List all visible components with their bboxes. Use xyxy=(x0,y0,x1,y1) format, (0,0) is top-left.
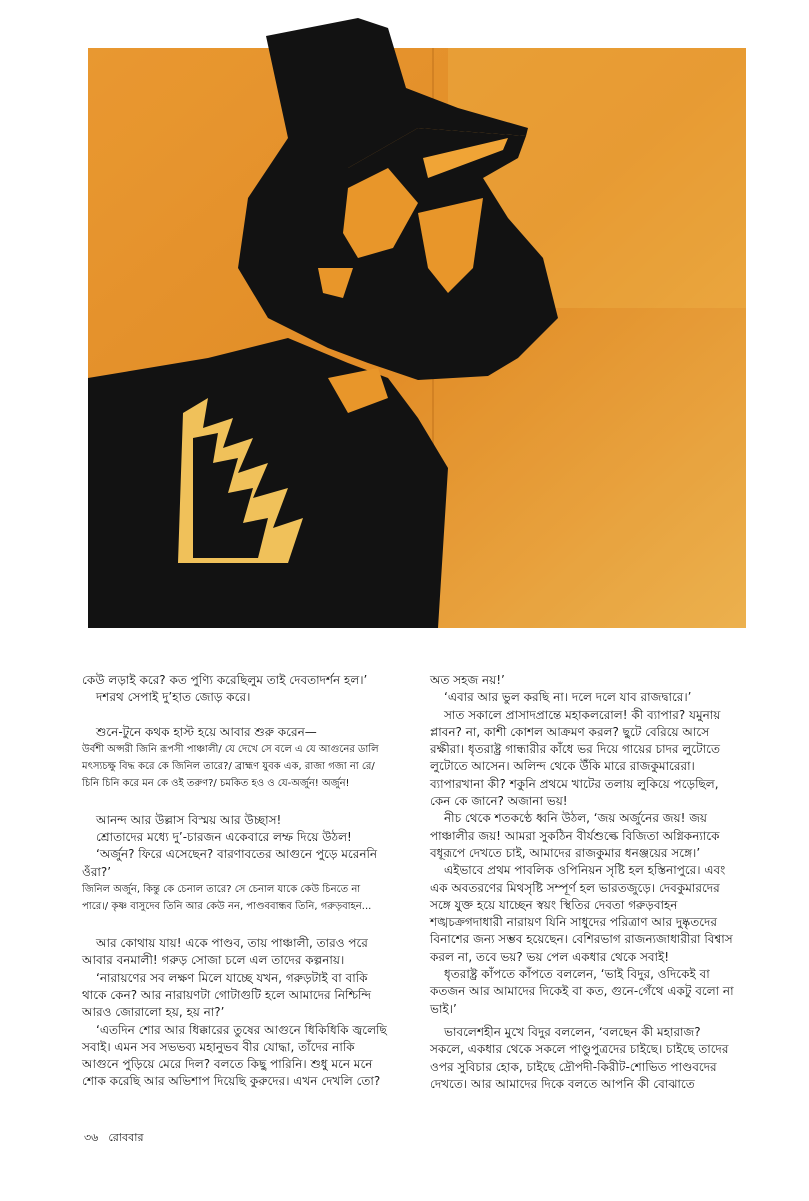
paragraph: করল না, তবে ভয়? ভয় পেল একধার থেকে সবাই! xyxy=(430,949,670,964)
left-text-column xyxy=(82,672,414,1091)
paragraph: অত সহজ নয়!’ xyxy=(430,673,505,687)
paragraph: আগুনে পুড়িয়ে মেরে দিল? বলতে কিছু পারিনি। শুধু মনে মনে xyxy=(82,1057,373,1072)
paragraph: লুটোতে আসেন। অলিন্দ থেকে উঁকি মারে রাজকুমারেরা। xyxy=(430,759,695,774)
paragraph: দেখতে। আর আমাদের দিকে বলতে আপনি কী বোঝাতে xyxy=(430,1076,695,1091)
paragraph: ‘নারায়ণের সব লক্ষণ মিলে যাচ্ছে যখন, গরুড়টাই বা বাকি xyxy=(96,970,368,985)
paragraph: ‘এবার আর ভুল করছি না। দলে দলে যাব রাজদ্বারে।’ xyxy=(444,690,692,705)
paragraph: কেন কে জানে? অজানা ভয়! xyxy=(430,794,568,809)
paragraph: দশরথ সেপাই দু’হাত জোড় করে। xyxy=(96,690,251,705)
paragraph: আর কোথায় যায়! একে পাণ্ডব, তায় পাঞ্চালী, তারও পরে xyxy=(96,936,368,951)
paragraph: আবার বনমালী! গরুড় সোজা চলে এল তাদের কল্পনায়। xyxy=(82,953,345,968)
paragraph: পাঞ্চালীর জয়! আমরা সুকঠিন বীর্যশুল্কে বিজিতা অগ্নিকন্যাকে xyxy=(430,828,720,843)
paragraph: থাকে কেন? আর নারায়ণটা গোটাগুটি হলে আমাদের নিশ্চিন্দি xyxy=(82,987,372,1002)
paragraph: রক্ষীরা। ধৃতরাষ্ট্র গান্ধারীর কাঁধে ভর দিয়ে গায়ের চাদর লুটোতে xyxy=(430,742,720,757)
paragraph: সাত সকালে প্রাসাদপ্রান্তে মহাকলরোল! কী ব্যাপার? যমুনায় xyxy=(444,707,721,722)
verse-line: উর্বশী অপ্সরী জিনি রূপসী পাঞ্চালী/ যে দেখে সে বলে এ যে আগুনের ডালি xyxy=(82,743,379,755)
paragraph: আনন্দ আর উল্লাস বিস্ময় আর উচ্ছাস! xyxy=(96,812,282,827)
page-footer xyxy=(84,1129,154,1148)
paragraph: শঙ্খচক্রগদাধারী নারায়ণ যিনি সাধুদের পরিত্রাণ আর দুষ্কৃতদের xyxy=(430,915,717,930)
paragraph: ‘এতদিন শোর আর ধিক্কারের তুষের আগুনে ধিকিধিকি জ্বলেছি xyxy=(96,1022,387,1037)
paragraph: ওপর সুবিচার হোক, চাইছে দ্রৌপদী-কিরীট-শোভিত পাণ্ডবদের xyxy=(430,1059,717,1074)
paragraph: এক অবতরণের মিথসৃষ্টি সম্পূর্ণ হল ভারতজুড়ে। দেবকুমারদের xyxy=(430,880,720,895)
paragraph: ব্যাপারখানা কী? শকুনি প্রথমে খাটের তলায় লুকিয়ে পড়েছিল, xyxy=(430,776,719,791)
right-text-column xyxy=(430,672,762,1093)
verse-line: চিনি চিনি করে মন কে ওই তরুণ?/ চমকিত হও ও যে-অর্জুন! অর্জুন! xyxy=(82,777,350,789)
paragraph: এইভাবে প্রথম পাবলিক ওপিনিয়ন সৃষ্টি হল হস্তিনাপুরে। এবং xyxy=(444,863,726,878)
paragraph: আরও জোরালো হয়, হয় না?’ xyxy=(82,1005,225,1020)
paragraph: নীচ থেকে শতকণ্ঠে ধ্বনি উঠল, ‘জয় অর্জুনের জয়! জয় xyxy=(444,811,707,826)
section-name: রোববার xyxy=(108,1131,144,1144)
paragraph: সবাই। এমন সব সভভব্য মহানুভব বীর যোদ্ধা, তাঁদের নাকি xyxy=(82,1039,355,1054)
paragraph: শ্রোতাদের মধ্যে দু’-চারজন একেবারে লম্ফ দিয়ে উঠল! xyxy=(96,830,352,845)
paragraph: ধৃতরাষ্ট্র কাঁপতে কাঁপতে বললেন, ‘ভাই বিদুর, ওদিকেই বা xyxy=(444,967,710,982)
paragraph: কেউ লড়াই করে? কত পুণ্যি করেছিলুম তাই দেবতাদর্শন হল।’ xyxy=(82,673,368,687)
page-number: ৩৬ xyxy=(84,1131,99,1144)
paragraph: সকলে, একধার থেকে সকলে পাণ্ডুপুত্রদের চাইছে। চাইছে তাদের xyxy=(430,1042,729,1057)
paragraph: বধূরূপে দেখতে চাই, আমাদের রাজকুমার ধনঞ্জয়ের সঙ্গে।’ xyxy=(430,845,701,860)
paragraph: কতজন আর আমাদের দিকেই বা কত, গুনে-গেঁথে একটু বলো না xyxy=(430,984,734,999)
verse-line: জিনিল অর্জুন, কিন্তু কে চেনাল তারে? সে চেনাল যাকে কেউ চিনতে না xyxy=(82,884,361,896)
paragraph: শুনে-টুনে কথক হাস্ট হয়ে আবার শুরু করেন— xyxy=(96,724,317,739)
paragraph: ভাই।’ xyxy=(430,1001,457,1016)
paragraph: প্লাবন? না, কাশী কোশল আক্রমণ করল? ছুটে বেরিয়ে আসে xyxy=(430,724,710,739)
paragraph: ওঁরা?’ xyxy=(82,864,112,879)
paragraph: ‘অর্জুন? ফিরে এসেছেন? বারণাবতের আগুনে পুড়ে মরেননি xyxy=(96,847,378,862)
paragraph: ভাবলেশহীন মুখে বিদুর বললেন, ‘বলছেন কী মহারাজ? xyxy=(444,1024,701,1039)
verse-line: মৎস্যচক্ষু বিদ্ধ করে কে জিনিল তারে?/ ব্রাহ্মণ যুবক এক, রাজা গজা না রে/ xyxy=(82,760,375,772)
paragraph: সঙ্গে যুক্ত হয়ে যাচ্ছেন স্বয়ং স্থিতির দেবতা গরুড়বাহন xyxy=(430,897,678,912)
paragraph: বিনাশের জন্য সম্ভব হয়েছেন। বেশিরভাগ রাজন্যজাধারীরা বিশ্বাস xyxy=(430,932,733,947)
paragraph: শোক করেছি আর অভিশাপ দিয়েছি কুরুদের। এখন দেখলি তো? xyxy=(82,1074,381,1089)
verse-line: পারে।/ কৃষ্ণ বাসুদেব তিনি আর কেউ নন, পাণ্ডববান্ধব তিনি, গরুড়বাহন... xyxy=(82,901,372,913)
illustration-silhouette xyxy=(88,18,746,628)
